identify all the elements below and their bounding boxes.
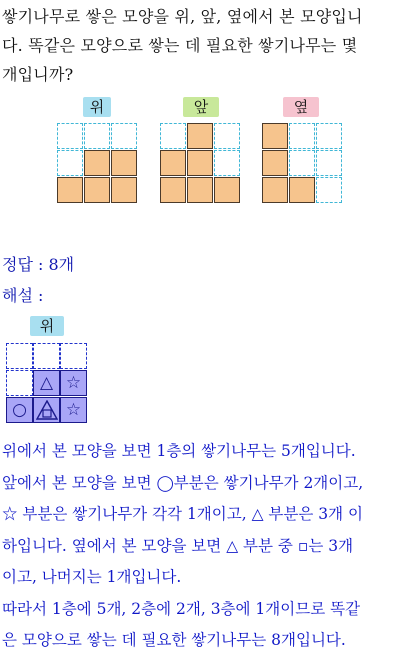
explanation-line: 앞에서 본 모양을 보면 ◯부분은 쌓기나무가 2개이고,: [2, 473, 364, 492]
explanation-line: 따라서 1층에 5개, 2층에 2개, 3층에 1개이므로 똑같: [2, 599, 361, 618]
explanation-line: 하입니다. 옆에서 본 모양을 보면 △ 부분 중 ▫는 3개: [2, 536, 354, 555]
star-mark: ☆: [60, 370, 87, 396]
question-line: 쌓기나무로 쌓은 모양을 위, 앞, 옆에서 본 모양입니: [2, 7, 363, 26]
square-in-triangle-mark: [33, 397, 60, 423]
explanation-title: 해설 :: [2, 286, 44, 305]
view-label-top: 위: [83, 97, 111, 117]
explanation-text: [2, 436, 400, 657]
triangle-mark: △: [33, 370, 60, 396]
answer-text: 정답 : 8개: [2, 255, 75, 274]
explanation-line: 은 모양으로 쌓는 데 필요한 쌓기나무는 8개입니다.: [2, 631, 346, 649]
view-label-side: 옆: [283, 97, 319, 117]
question-line: 개입니까?: [2, 65, 74, 84]
question-line: 다. 똑같은 모양으로 쌓는 데 필요한 쌓기나무는 몇: [2, 36, 358, 55]
solution-view-label: 위: [30, 316, 64, 336]
explanation-line: 위에서 본 모양을 보면 1층의 쌓기나무는 5개입니다.: [2, 442, 356, 460]
explanation-line: 이고, 나머지는 1개입니다.: [2, 568, 182, 586]
circle-mark: ○: [6, 397, 33, 423]
explanation-line: ☆ 부분은 쌓기나무가 각각 1개이고, △ 부분은 3개 이: [2, 505, 364, 523]
view-label-front: 앞: [183, 97, 219, 117]
triangle-square-icon: [36, 400, 58, 420]
star-mark: ☆: [60, 397, 87, 423]
question-text: [2, 2, 398, 89]
